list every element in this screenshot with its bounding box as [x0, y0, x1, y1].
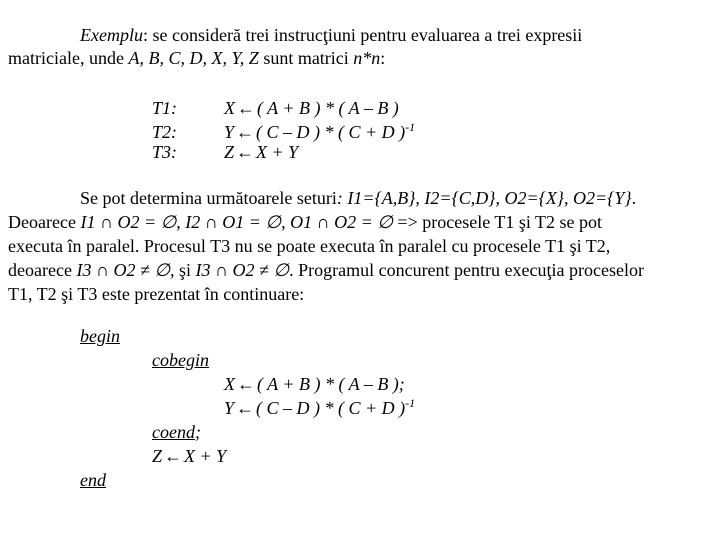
para-line-1	[80, 187, 636, 209]
para-text-4a: deoarece	[8, 260, 77, 280]
example-label: Exemplu	[80, 25, 143, 45]
sets-definition: : I1={A,B}, I2={C,D}, O2={X}, O2={Y}	[336, 188, 632, 208]
para-text-4b: , şi	[170, 260, 196, 280]
instruction-t3	[224, 141, 298, 163]
intro-text-2a: matriciale, unde	[8, 48, 129, 68]
stmt3-target: Z	[152, 446, 163, 466]
t2-exponent: -1	[405, 120, 416, 134]
coend-word: coend	[152, 422, 195, 442]
t2-target: Y	[224, 122, 235, 142]
matrix-variables: A, B, C, D, X, Y, Z	[128, 48, 259, 68]
stmt1-target: X	[224, 374, 235, 394]
assign-arrow-icon: ←	[237, 98, 255, 118]
para-line-2	[8, 211, 602, 233]
instruction-t1	[224, 97, 399, 119]
t2-expression: ( C – D ) * ( C + D )	[256, 122, 406, 142]
program-stmt-1	[224, 373, 405, 395]
intro-line-2	[8, 47, 385, 69]
keyword-begin: begin	[80, 326, 120, 346]
intro-text-1: : se consideră trei instrucţiuni pentru evaluarea a trei expresii	[142, 25, 583, 45]
para-text-4c: . Programul concurent pentru execuţia proceselor	[289, 260, 644, 280]
coend-semicolon: ;	[194, 422, 201, 442]
para-text-2a: Deoarece	[8, 212, 81, 232]
t1-target: X	[224, 98, 235, 118]
assign-arrow-icon: ←	[236, 398, 255, 418]
matrix-dimension: n*n	[353, 48, 381, 68]
disjoint-conditions: I1 ∩ O2 = ∅, I2 ∩ O1 = ∅, O1 ∩ O2 = ∅	[80, 212, 393, 232]
para-text-2b: => procesele T1 şi T2 se pot	[392, 212, 603, 232]
para-line-3: executa în paralel. Procesul T3 nu se poate executa în paralel cu procesele T1 şi T2,	[8, 236, 611, 256]
intro-text-2c: :	[380, 48, 386, 68]
keyword-end: end	[80, 470, 106, 490]
t3-target: Z	[224, 142, 235, 162]
stmt3-expression: X + Y	[184, 446, 227, 466]
para-text-1c: .	[631, 188, 637, 208]
assign-arrow-icon: ←	[236, 122, 255, 142]
intro-text-2b: sunt matrici	[258, 48, 354, 68]
condition-2: I3 ∩ O2 ≠ ∅	[195, 260, 290, 280]
assign-arrow-icon: ←	[236, 142, 255, 162]
program-stmt-3	[152, 445, 226, 467]
t1-expression: ( A + B ) * ( A – B )	[257, 98, 399, 118]
program-stmt-2	[224, 397, 415, 419]
condition-1: I3 ∩ O2 ≠ ∅	[76, 260, 171, 280]
assign-arrow-icon: ←	[164, 446, 183, 466]
para-text-1a: Se pot determina următoarele seturi	[80, 188, 337, 208]
intro-line-1	[80, 24, 582, 46]
stmt2-target: Y	[224, 398, 235, 418]
assign-arrow-icon: ←	[237, 374, 255, 394]
instruction-t2	[224, 121, 415, 143]
instruction-t2-label: T2:	[152, 122, 178, 142]
keyword-cobegin: cobegin	[152, 350, 209, 370]
keyword-coend	[152, 421, 201, 443]
instruction-t1-label: T1:	[152, 98, 178, 118]
instruction-t3-label: T3:	[152, 142, 178, 162]
stmt2-exponent: -1	[405, 396, 416, 410]
stmt2-expression: ( C – D ) * ( C + D )	[256, 398, 406, 418]
para-line-4	[8, 259, 644, 281]
t3-expression: X + Y	[256, 142, 299, 162]
para-line-5: T1, T2 şi T3 este prezentat în continuare:	[8, 284, 305, 304]
stmt1-expression: ( A + B ) * ( A – B );	[257, 374, 405, 394]
